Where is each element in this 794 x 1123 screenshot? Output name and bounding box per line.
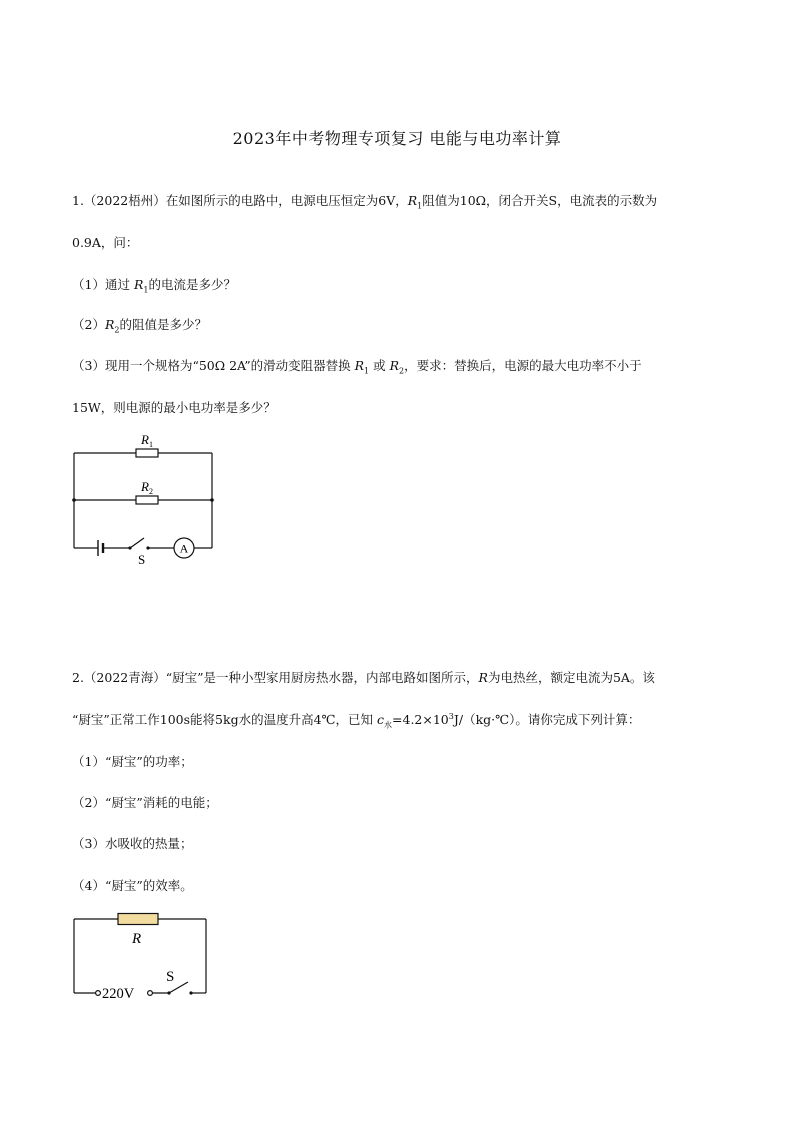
q1-circuit-diagram xyxy=(66,428,226,568)
q2-subquestion-1: （1）“厨宝”的功率； xyxy=(72,754,193,769)
switch-label: S xyxy=(166,969,175,985)
q1-subquestion-3: （3）现用一个规格为“50Ω 2A”的滑动变阻器替换 $R_1$ 或 $R_2$，要求：替换后，电源的最大电功率不小于 xyxy=(72,358,642,376)
voltage-label: 220V xyxy=(102,986,135,1002)
q1-line1: 1.（2022梧州）在如图所示的电路中，电源电压恒定为6V，$R_1$阻值为10Ω，闭合开关S，电流表的示数为 xyxy=(72,193,658,211)
ammeter-label: A xyxy=(179,541,189,556)
q2-line2: “厨宝”正常工作100s能将5kg水的温度升高4℃，已知 $c_水=4.2\times 10^3J/(kg\cdot℃)$。请你完成下列计算： xyxy=(72,711,641,730)
r2-label: $R_2$ xyxy=(141,479,153,496)
r1-label: $R_1$ xyxy=(141,432,153,449)
q1-subquestion-2: $(2)R_2$的阻值是多少？ xyxy=(72,317,207,335)
switch-label: S xyxy=(138,552,146,567)
r-label: R xyxy=(132,931,142,947)
q2-line1: 2.（2022青海）“厨宝”是一种小型家用厨房热水器，内部电路如图所示，R为电热丝，额定电流为5A。该 xyxy=(72,670,655,685)
q1-subquestion-3-cont: 15W，则电源的最小电功率是多少？ xyxy=(72,400,276,415)
q1-subquestion-1: （1）通过 $R_1$的电流是多少？ xyxy=(72,277,236,295)
q2-subquestion-4: （4）“厨宝”的效率。 xyxy=(72,878,193,893)
q2-subquestion-3: （3）水吸收的热量； xyxy=(72,836,193,851)
q1-line2: 0.9A，问： xyxy=(72,235,139,250)
q2-subquestion-2: （2）“厨宝”消耗的电能； xyxy=(72,795,218,810)
page-title: 2023年中考物理专项复习 电能与电功率计算 xyxy=(232,129,562,148)
q2-circuit-diagram xyxy=(66,905,216,1005)
